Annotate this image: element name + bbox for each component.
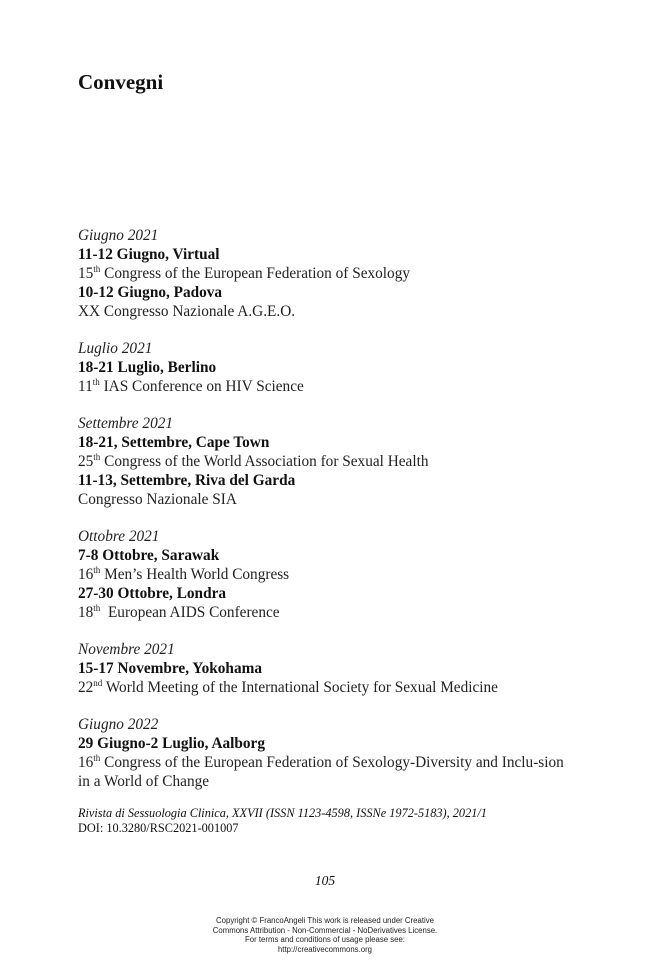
event-ordinal-suffix: th [93,752,101,763]
license-line: Copyright © FrancoAngeli This work is released under Creative [216,916,434,925]
event-name: Congress of the World Association for Sexual Health [100,453,429,470]
events-list [78,226,573,809]
event-date-location: 18-21 Luglio, Berlino [78,359,217,376]
event-ordinal-suffix: nd [93,677,103,688]
event-ordinal: 11 [78,378,93,395]
month-group [78,414,573,509]
event-date-location: 18-21, Settembre, Cape Town [78,434,270,451]
citation [78,806,487,836]
license-notice [0,916,650,954]
event-ordinal: 15 [78,265,94,282]
event-title [78,452,573,471]
event-date-location: 27-30 Ottobre, Londra [78,585,227,602]
event-ordinal-suffix: th [93,564,101,575]
event-ordinal: 18 [78,604,94,621]
event-ordinal-suffix: th [93,451,101,462]
license-line: For terms and conditions of usage please see: [245,935,405,945]
doi: DOI: 10.3280/RSC2021-001007 [78,821,239,835]
month-group [78,226,573,321]
event-title [78,377,573,396]
month-group [78,527,573,622]
event-ordinal-suffix: th [93,602,101,613]
month-heading: Novembre 2021 [78,641,175,658]
event-title [78,302,573,321]
event-date-location: 11-12 Giugno, Virtual [78,246,220,263]
event-title [78,753,573,791]
event-ordinal: 16 [78,754,94,771]
event-ordinal: 16 [78,566,94,583]
month-group [78,715,573,791]
journal-reference: Rivista di Sessuologia Clinica, XXVII (ISSN 1123-4598, ISSNe 1972-5183), 2021/1 [78,806,487,820]
page-number: 105 [314,873,336,888]
event-ordinal: 25 [78,453,94,470]
event-date-location: 7-8 Ottobre, Sarawak [78,547,220,564]
event-name: World Meeting of the International Society for Sexual Medicine [102,679,498,696]
license-link[interactable]: http://creativecommons.org [277,944,373,954]
event-title [78,678,573,697]
event-date-location: 11-13, Settembre, Riva del Garda [78,472,296,489]
event-name: Congress of the European Federation of Sexology [100,265,411,282]
event-name: XX Congresso Nazionale A.G.E.O. [78,303,296,320]
event-date-location: 10-12 Giugno, Padova [78,284,223,301]
event-date-location: 15-17 Novembre, Yokohama [78,660,262,677]
event-name: Men’s Health World Congress [100,566,290,583]
event-title [78,264,573,283]
event-title [78,565,573,584]
month-heading: Settembre 2021 [78,415,174,432]
event-title [78,490,573,509]
month-heading: Giugno 2022 [78,716,159,733]
month-heading: Ottobre 2021 [78,528,160,545]
event-name: European AIDS Conference [100,604,280,621]
event-title [78,603,573,622]
month-heading: Luglio 2021 [78,340,153,357]
event-ordinal-suffix: th [93,263,101,274]
event-ordinal: 22 [78,679,94,696]
event-date-location: 29 Giugno-2 Luglio, Aalborg [78,735,265,752]
month-heading: Giugno 2021 [78,227,159,244]
event-ordinal-suffix: th [92,376,100,387]
month-group [78,339,573,396]
event-name: Congress of the European Federation of Sexology-Diversity and Inclu-sion in a World of Change [78,754,564,790]
month-group [78,640,573,697]
event-name: Congresso Nazionale SIA [78,491,237,508]
event-name: IAS Conference on HIV Science [99,378,304,395]
page-title: Convegni [78,70,164,94]
license-line: Commons Attribution - Non-Commercial - NoDerivatives License. [212,925,438,935]
